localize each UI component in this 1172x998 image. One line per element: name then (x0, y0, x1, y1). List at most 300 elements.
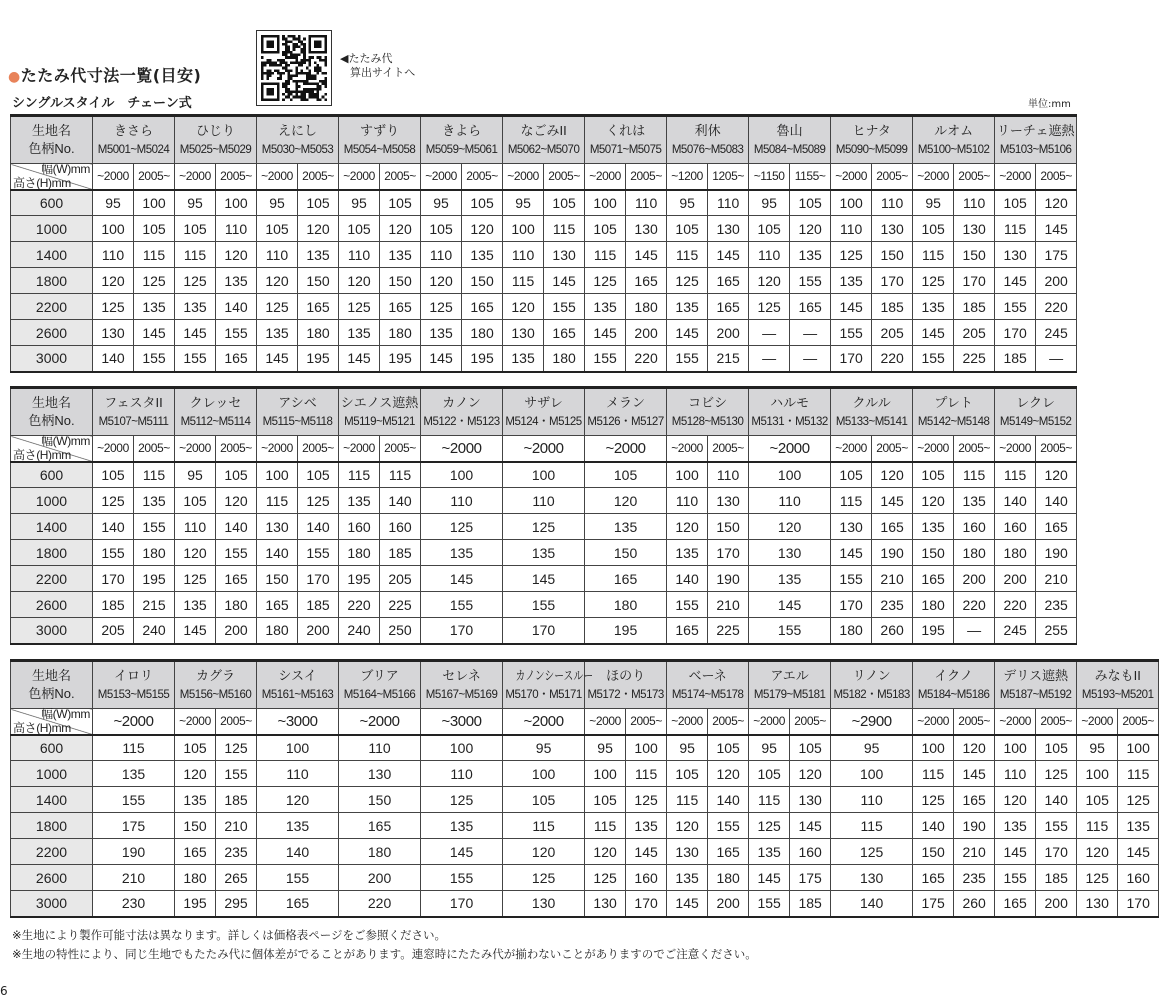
value-cell: 195 (380, 346, 421, 372)
fabric-code: M5090~M5099 (835, 143, 908, 156)
value-cell: 135 (503, 346, 544, 372)
value-cell: 115 (1118, 761, 1159, 787)
table-row (11, 216, 1077, 242)
value-cell: 220 (954, 592, 995, 618)
value-cell: 100 (667, 462, 708, 488)
value-cell: 145 (913, 320, 954, 346)
value-cell: 125 (585, 268, 626, 294)
value-cell: 95 (175, 190, 216, 216)
value-cell: 160 (954, 514, 995, 540)
value-cell: 180 (708, 865, 749, 891)
fabric-header (749, 661, 831, 709)
value-cell: 95 (667, 190, 708, 216)
width-range: ~2000 (667, 436, 708, 462)
value-cell: 225 (708, 618, 749, 644)
value-cell: 105 (339, 216, 380, 242)
value-cell: 165 (544, 320, 585, 346)
value-cell: 115 (339, 462, 380, 488)
fabric-header (257, 116, 339, 164)
value-cell: 180 (298, 320, 339, 346)
fabric-code: M5153~M5155 (97, 688, 170, 701)
width-axis-label: 幅(W)mm (41, 434, 90, 448)
fabric-code: M5184~M5186 (917, 688, 990, 701)
value-cell: — (790, 320, 831, 346)
value-cell: 175 (93, 813, 175, 839)
value-cell: 110 (339, 735, 421, 761)
value-cell: 110 (339, 242, 380, 268)
value-cell: 160 (1118, 865, 1159, 891)
width-range: 2005~ (626, 709, 667, 735)
value-cell: 240 (134, 618, 175, 644)
value-cell: 145 (995, 839, 1036, 865)
value-cell: 170 (831, 346, 872, 372)
value-cell: 120 (257, 268, 298, 294)
fabric-header-row (11, 661, 1159, 709)
width-header-row (11, 709, 1159, 735)
width-range: 2005~ (134, 164, 175, 190)
value-cell: 170 (503, 618, 585, 644)
fabric-name: サザレ (524, 394, 563, 410)
value-cell: 115 (749, 787, 790, 813)
value-cell: 105 (1036, 735, 1077, 761)
height-cell: 2200 (11, 294, 93, 320)
fabric-name: カノン (442, 394, 481, 410)
value-cell: 170 (708, 540, 749, 566)
value-cell: 180 (216, 592, 257, 618)
fabric-header (831, 116, 913, 164)
width-range: 2005~ (1036, 164, 1077, 190)
value-cell: 115 (831, 488, 872, 514)
value-cell: 130 (257, 514, 298, 540)
value-cell: — (749, 320, 790, 346)
value-cell: 110 (708, 190, 749, 216)
value-cell: 135 (339, 488, 380, 514)
value-cell: 135 (1118, 813, 1159, 839)
width-range: ~2000 (421, 164, 462, 190)
width-range: 1155~ (790, 164, 831, 190)
value-cell: 110 (175, 514, 216, 540)
value-cell: 155 (421, 592, 503, 618)
value-cell: 130 (995, 242, 1036, 268)
width-range: ~2000 (831, 164, 872, 190)
width-range: ~2000 (257, 436, 298, 462)
value-cell: 95 (421, 190, 462, 216)
fabric-name: 利休 (694, 122, 721, 138)
value-cell: 135 (831, 268, 872, 294)
fabric-header (913, 388, 995, 436)
value-cell: 165 (708, 268, 749, 294)
value-cell: 135 (380, 242, 421, 268)
value-cell: 200 (1036, 268, 1077, 294)
value-cell: 135 (626, 813, 667, 839)
height-cell: 2200 (11, 566, 93, 592)
dimension-table-3 (10, 659, 1159, 918)
value-cell: 145 (667, 891, 708, 917)
fabric-name: みなもII (1094, 667, 1141, 683)
qr-label (340, 52, 415, 80)
height-cell: 600 (11, 190, 93, 216)
fabric-name: リノン (852, 667, 891, 683)
table-row (11, 294, 1077, 320)
width-range: ~2000 (503, 436, 585, 462)
fabric-name: ハルモ (770, 394, 810, 410)
value-cell: 140 (216, 514, 257, 540)
value-cell: 155 (831, 320, 872, 346)
width-range: ~2000 (667, 709, 708, 735)
fabric-code: M5103~M5106 (999, 143, 1072, 156)
fabric-code: M5174~M5178 (671, 688, 744, 701)
width-range: 2005~ (872, 436, 913, 462)
value-cell: — (954, 618, 995, 644)
table-row (11, 514, 1077, 540)
value-cell: 180 (585, 592, 667, 618)
value-cell: 150 (954, 242, 995, 268)
value-cell: 120 (503, 294, 544, 320)
value-cell: 120 (421, 268, 462, 294)
value-cell: 140 (831, 891, 913, 917)
fabric-header (503, 661, 594, 709)
value-cell: 120 (216, 242, 257, 268)
fabric-code: M5115~M5118 (262, 415, 333, 428)
value-cell: 165 (257, 891, 339, 917)
width-range: 2005~ (462, 164, 503, 190)
diagonal-header-cell (11, 436, 93, 462)
value-cell: 120 (667, 813, 708, 839)
value-cell: 105 (995, 190, 1036, 216)
value-cell: 165 (708, 294, 749, 320)
value-cell: 135 (462, 242, 503, 268)
height-cell: 1800 (11, 540, 93, 566)
value-cell: 115 (831, 813, 913, 839)
value-cell: 170 (1036, 839, 1077, 865)
value-cell: 185 (995, 346, 1036, 372)
value-cell: 125 (913, 787, 954, 813)
value-cell: 185 (872, 294, 913, 320)
value-cell: 115 (134, 462, 175, 488)
value-cell: 210 (216, 813, 257, 839)
value-cell: 95 (93, 190, 134, 216)
width-range: 2005~ (954, 436, 995, 462)
value-cell: 220 (339, 592, 380, 618)
fabric-header (421, 661, 503, 709)
value-cell: 110 (831, 216, 872, 242)
fabric-name: きさら (114, 122, 154, 138)
value-cell: 140 (1036, 488, 1077, 514)
value-cell: 125 (175, 566, 216, 592)
fabric-header (339, 116, 421, 164)
value-cell: 265 (216, 865, 257, 891)
width-range: ~2900 (831, 709, 913, 735)
value-cell: 205 (954, 320, 995, 346)
fabric-header (93, 661, 175, 709)
value-cell: 165 (913, 566, 954, 592)
value-cell: 125 (1077, 865, 1118, 891)
fabric-code: M5172・M5173 (587, 688, 664, 701)
value-cell: 105 (667, 216, 708, 242)
value-cell: 135 (585, 514, 667, 540)
fabric-code: M5182・M5183 (833, 688, 910, 701)
value-cell: 145 (626, 242, 667, 268)
value-cell: 160 (626, 865, 667, 891)
value-cell: 140 (93, 514, 134, 540)
value-cell: 150 (175, 813, 216, 839)
width-range: 2005~ (708, 709, 749, 735)
value-cell: 150 (462, 268, 503, 294)
fabric-name: イクノ (934, 667, 973, 683)
value-cell: 165 (995, 891, 1036, 917)
fabric-name-label: 生地名 (31, 123, 71, 138)
value-cell: 165 (298, 294, 339, 320)
fabric-name: ほのり (606, 667, 646, 683)
qr-label-line2: 算出サイトへ (350, 66, 416, 79)
value-cell: 135 (134, 294, 175, 320)
height-cell: 3000 (11, 618, 93, 644)
value-cell: 125 (667, 268, 708, 294)
value-cell: 110 (421, 761, 503, 787)
value-cell: 155 (503, 592, 585, 618)
value-cell: 145 (667, 320, 708, 346)
width-range: 1205~ (708, 164, 749, 190)
value-cell: 105 (175, 735, 216, 761)
value-cell: 105 (1077, 787, 1118, 813)
table-row (11, 566, 1077, 592)
fabric-header (585, 661, 667, 709)
value-cell: 235 (954, 865, 995, 891)
value-cell: 100 (1118, 735, 1159, 761)
fabric-header (257, 388, 339, 436)
fabric-code: M5025~M5029 (179, 143, 252, 156)
value-cell: 125 (831, 839, 913, 865)
value-cell: 105 (749, 216, 790, 242)
width-range: ~2000 (585, 164, 626, 190)
value-cell: 135 (257, 813, 339, 839)
value-cell: 105 (93, 462, 134, 488)
value-cell: 135 (175, 294, 216, 320)
fabric-header (585, 116, 667, 164)
value-cell: 120 (749, 514, 831, 540)
value-cell: 130 (585, 891, 626, 917)
value-cell: 155 (749, 618, 831, 644)
value-cell: 120 (380, 216, 421, 242)
value-cell: 170 (93, 566, 134, 592)
value-cell: 165 (954, 787, 995, 813)
value-cell: 125 (298, 488, 339, 514)
fabric-name: すずり (359, 122, 400, 138)
fabric-header (503, 388, 585, 436)
fabric-code: M5131・M5132 (751, 415, 828, 428)
width-range: ~2000 (421, 436, 503, 462)
value-cell: 95 (585, 735, 626, 761)
value-cell: 115 (544, 216, 585, 242)
fabric-header-row (11, 116, 1077, 164)
value-cell: 115 (93, 735, 175, 761)
width-header-row (11, 436, 1077, 462)
value-cell: 150 (708, 514, 749, 540)
value-cell: 110 (667, 488, 708, 514)
subtitle: シングルスタイル チェーン式 (12, 96, 192, 111)
width-range: 2005~ (134, 436, 175, 462)
table-row (11, 268, 1077, 294)
value-cell: 115 (667, 787, 708, 813)
fabric-name: くれは (606, 122, 646, 138)
value-cell: 145 (175, 320, 216, 346)
height-cell: 1400 (11, 787, 93, 813)
value-cell: 125 (1118, 787, 1159, 813)
fabric-header (175, 116, 257, 164)
value-cell: 115 (503, 813, 585, 839)
value-cell: 125 (1036, 761, 1077, 787)
fabric-code: M5119~M5121 (344, 415, 415, 428)
height-cell: 1400 (11, 514, 93, 540)
fabric-code: M5170・M5171 (505, 688, 582, 701)
value-cell: 295 (216, 891, 257, 917)
value-cell: 110 (503, 488, 585, 514)
value-cell: 260 (872, 618, 913, 644)
value-cell: 105 (175, 216, 216, 242)
value-cell: 120 (708, 761, 749, 787)
value-cell: 130 (503, 891, 585, 917)
height-cell: 2600 (11, 320, 93, 346)
value-cell: 120 (667, 514, 708, 540)
value-cell: 150 (339, 787, 421, 813)
table-row (11, 618, 1077, 644)
value-cell: 170 (995, 320, 1036, 346)
value-cell: 150 (257, 566, 298, 592)
value-cell: 155 (298, 540, 339, 566)
table-row (11, 787, 1159, 813)
value-cell: 135 (175, 787, 216, 813)
value-cell: 105 (298, 462, 339, 488)
width-range: ~2000 (503, 164, 544, 190)
value-cell: 150 (585, 540, 667, 566)
value-cell: 135 (421, 813, 503, 839)
page-number: 6 (0, 984, 8, 998)
value-cell: 110 (93, 242, 134, 268)
value-cell: 130 (831, 865, 913, 891)
width-range: ~1150 (749, 164, 790, 190)
width-range: ~2000 (585, 709, 626, 735)
value-cell: 135 (667, 294, 708, 320)
value-cell: 155 (1036, 813, 1077, 839)
value-cell: 165 (216, 566, 257, 592)
value-cell: 155 (995, 294, 1036, 320)
value-cell: 95 (667, 735, 708, 761)
fabric-name: プレト (934, 394, 973, 410)
value-cell: 105 (462, 190, 503, 216)
width-range: 2005~ (216, 164, 257, 190)
width-range: ~2000 (93, 709, 175, 735)
fabric-header (1077, 661, 1159, 709)
value-cell: 115 (913, 761, 954, 787)
value-cell: 180 (462, 320, 503, 346)
value-cell: 125 (421, 514, 503, 540)
value-cell: 135 (749, 566, 831, 592)
value-cell: 145 (995, 268, 1036, 294)
value-cell: 100 (831, 761, 913, 787)
value-cell: 180 (134, 540, 175, 566)
value-cell: 250 (380, 618, 421, 644)
value-cell: 120 (585, 839, 626, 865)
value-cell: 200 (995, 566, 1036, 592)
value-cell: 105 (667, 761, 708, 787)
value-cell: 140 (93, 346, 134, 372)
value-cell: 145 (503, 566, 585, 592)
value-cell: 170 (1118, 891, 1159, 917)
value-cell: 170 (421, 618, 503, 644)
table-row (11, 839, 1159, 865)
value-cell: 135 (298, 242, 339, 268)
value-cell: 165 (339, 813, 421, 839)
value-cell: 100 (626, 735, 667, 761)
width-range: 2005~ (790, 709, 831, 735)
value-cell: 135 (954, 488, 995, 514)
height-cell: 600 (11, 735, 93, 761)
width-range: ~1200 (667, 164, 708, 190)
value-cell: 125 (749, 294, 790, 320)
value-cell: 180 (380, 320, 421, 346)
width-range: ~2000 (339, 436, 380, 462)
value-cell: 105 (913, 462, 954, 488)
value-cell: 145 (585, 320, 626, 346)
value-cell: 95 (503, 190, 544, 216)
value-cell: 100 (749, 462, 831, 488)
value-cell: 220 (872, 346, 913, 372)
value-cell: 100 (913, 735, 954, 761)
value-cell: 155 (216, 761, 257, 787)
fabric-header (749, 388, 831, 436)
value-cell: 135 (421, 540, 503, 566)
value-cell: 140 (995, 488, 1036, 514)
fabric-code: M5100~M5102 (917, 143, 990, 156)
value-cell: 170 (872, 268, 913, 294)
fabric-name: ベーネ (688, 667, 727, 683)
value-cell: 145 (749, 865, 790, 891)
value-cell: 135 (790, 242, 831, 268)
value-cell: 110 (503, 242, 544, 268)
width-range: ~2000 (339, 709, 421, 735)
fabric-code: M5149~M5152 (999, 415, 1072, 428)
value-cell: 135 (339, 320, 380, 346)
value-cell: 175 (1036, 242, 1077, 268)
header-label-cell (11, 661, 93, 709)
value-cell: 195 (585, 618, 667, 644)
value-cell: 95 (503, 735, 585, 761)
fabric-name: ルオム (934, 122, 974, 138)
value-cell: 120 (954, 735, 995, 761)
value-cell: 190 (872, 540, 913, 566)
value-cell: 150 (298, 268, 339, 294)
value-cell: 105 (585, 216, 626, 242)
diagonal-header-cell (11, 709, 93, 735)
value-cell: 245 (995, 618, 1036, 644)
width-range: ~2000 (257, 164, 298, 190)
value-cell: 155 (708, 813, 749, 839)
value-cell: 145 (339, 346, 380, 372)
table-row (11, 346, 1077, 372)
value-cell: 165 (872, 514, 913, 540)
value-cell: 235 (1036, 592, 1077, 618)
value-cell: 110 (216, 216, 257, 242)
value-cell: 135 (749, 839, 790, 865)
width-range: ~3000 (257, 709, 339, 735)
fabric-code: M5193~M5201 (1081, 688, 1154, 701)
value-cell: 95 (749, 190, 790, 216)
table-row (11, 540, 1077, 566)
fabric-code: M5054~M5058 (343, 143, 416, 156)
bullet-icon: ● (8, 69, 21, 85)
fabric-code: M5128~M5130 (671, 415, 744, 428)
qr-code-icon[interactable] (256, 30, 332, 106)
